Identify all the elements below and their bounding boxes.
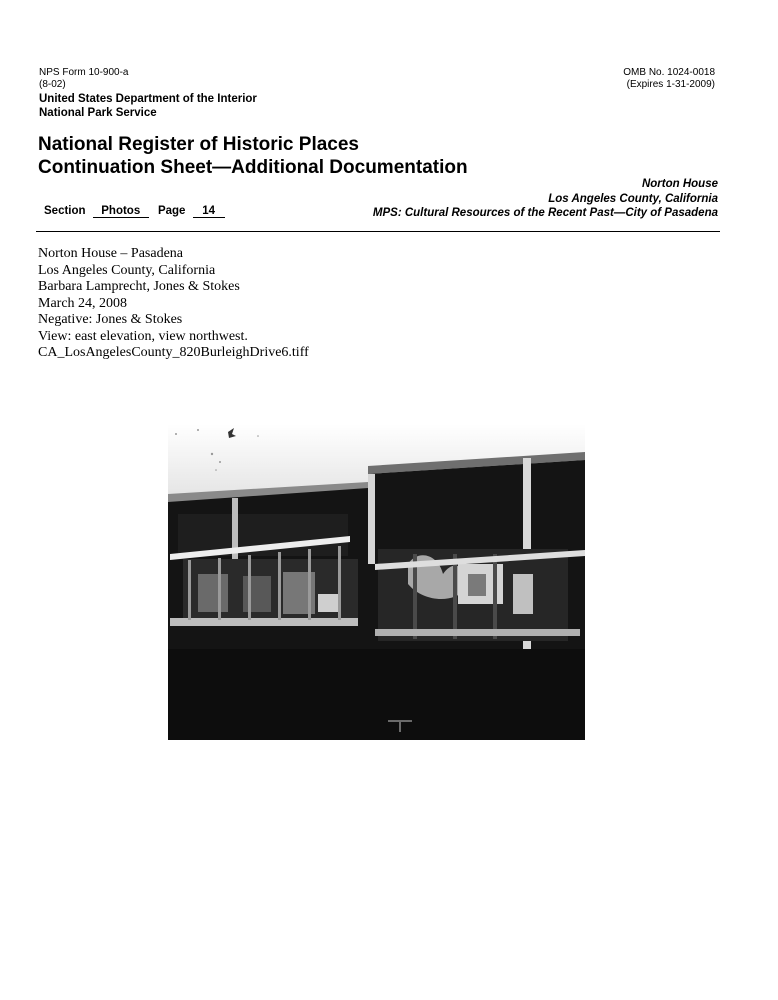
mps-name: MPS: Cultural Resources of the Recent Past—City of Pasadena xyxy=(372,207,718,219)
form-title-line-1: National Register of Historic Places xyxy=(38,134,359,155)
property-info xyxy=(373,177,718,221)
omb-number: OMB No. 1024-0018 xyxy=(623,67,715,78)
omb-expiration: (Expires 1-31-2009) xyxy=(626,79,715,90)
photo-caption xyxy=(38,246,309,362)
form-number: NPS Form 10-900-a xyxy=(39,67,129,78)
omb-block xyxy=(623,67,715,91)
page-label: Page xyxy=(157,205,186,217)
department-name: United States Department of the Interior xyxy=(39,93,257,105)
caption-line: View: east elevation, view northwest. xyxy=(38,328,248,344)
section-label: Section xyxy=(44,205,86,217)
caption-line: Los Angeles County, California xyxy=(38,262,216,278)
section-value: Photos xyxy=(93,205,149,218)
caption-line: Barbara Lamprecht, Jones & Stokes xyxy=(38,279,240,294)
property-location: Los Angeles County, California xyxy=(548,192,718,205)
page-value: 14 xyxy=(193,205,225,218)
form-title xyxy=(38,133,468,179)
service-name: National Park Service xyxy=(39,107,157,119)
caption-line: Norton House – Pasadena xyxy=(38,246,184,261)
house-photo-image xyxy=(168,424,585,740)
header-divider xyxy=(36,231,720,232)
section-page-line xyxy=(44,204,225,218)
house-photograph xyxy=(168,424,585,740)
form-id-block xyxy=(39,67,128,91)
caption-line: Negative: Jones & Stokes xyxy=(38,312,183,327)
form-title-line-2: Continuation Sheet—Additional Documentation xyxy=(38,157,468,178)
agency-block xyxy=(39,92,257,120)
property-name: Norton House xyxy=(641,178,718,190)
caption-line: CA_LosAngelesCounty_820BurleighDrive6.tiff xyxy=(38,345,309,360)
caption-line: March 24, 2008 xyxy=(38,295,128,311)
form-revision: (8-02) xyxy=(39,79,66,90)
